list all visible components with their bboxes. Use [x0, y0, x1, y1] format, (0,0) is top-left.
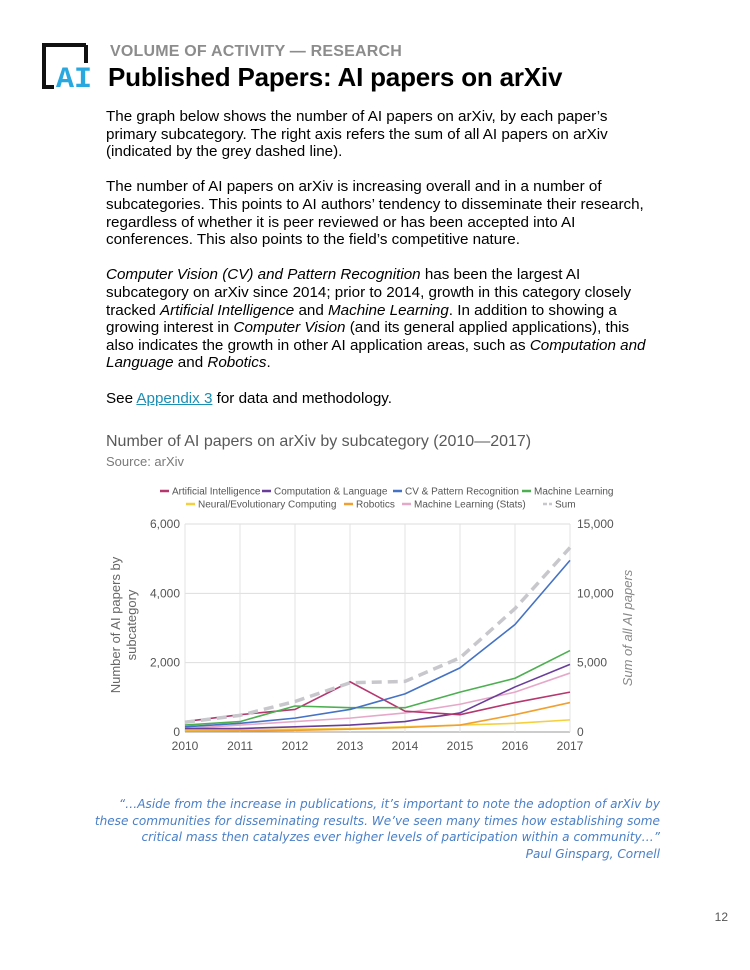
x-tick-label: 2011 — [227, 739, 253, 753]
x-tick-label: 2012 — [281, 739, 309, 753]
body-text — [106, 108, 654, 425]
p4-before: See — [106, 389, 137, 407]
y-axis-title-line: subcategory — [124, 589, 139, 661]
x-tick-label: 2014 — [391, 739, 419, 753]
y-tick-label: 0 — [173, 725, 180, 739]
p3-text-3: . In addition to showing a growing interest in — [106, 301, 617, 337]
x-tick-label: 2010 — [171, 739, 199, 753]
legend-label: Computation & Language — [274, 486, 388, 498]
line-chart — [0, 470, 750, 760]
y2-tick-label: 10,000 — [577, 586, 614, 601]
y-tick-label: 4,000 — [149, 586, 180, 601]
x-tick-label: 2015 — [446, 739, 474, 753]
y2-tick-label: 15,000 — [577, 517, 614, 531]
paragraph-3 — [106, 266, 654, 372]
emph-ml: Machine Learning — [328, 301, 449, 319]
legend-label: Sum — [555, 499, 576, 511]
pull-quote — [90, 796, 660, 862]
chart-source: Source: arXiv — [106, 454, 185, 469]
x-tick-label: 2016 — [501, 739, 529, 753]
p3-text-5: and — [173, 354, 208, 372]
x-tick-label: 2017 — [556, 739, 584, 753]
paragraph-2: The number of AI papers on arXiv is increasing overall and in a number of subcategories. This points to AI authors’ tendency to disseminate their research, regardless of whether it is peer reviewed or has been accepted into AI conferences. This also points to the field’s competitive nature. — [106, 178, 644, 249]
section-label: VOLUME OF ACTIVITY — RESEARCH — [110, 43, 403, 60]
emph-ai: Artificial Intelligence — [160, 301, 295, 319]
legend-label: Machine Learning — [534, 486, 614, 498]
p3-text-2: and — [294, 301, 329, 319]
chart-title: Number of AI papers on arXiv by subcategory (2010—2017) — [106, 433, 532, 450]
quote-author: Paul Ginsparg, Cornell — [525, 846, 660, 861]
emph-robotics: Robotics — [207, 354, 267, 372]
p3-text-1: has been the largest AI subcategory on arXiv since 2014; prior to 2014, growth in this category closely tracked — [106, 266, 632, 319]
y2-axis-title: Sum of all AI papers — [620, 569, 635, 687]
y-axis-title-line: Number of AI papers by — [108, 556, 123, 694]
y2-tick-label: 0 — [577, 725, 584, 739]
legend-label: Robotics — [356, 499, 395, 511]
emph-cv: Computer Vision (CV) and Pattern Recognition — [106, 266, 421, 284]
legend-label: Artificial Intelligence — [172, 486, 261, 498]
emph-cl: Computation and Language — [106, 336, 646, 372]
quote-text: “…Aside from the increase in publications, it’s important to note the adoption of arXiv by these communities for disseminating results. We’ve seen many times how establishing some critical mass then catalyzes ever higher levels of participation within a community…” — [94, 797, 660, 844]
emph-cv2: Computer Vision — [233, 319, 346, 337]
y2-tick-label: 5,000 — [577, 655, 608, 670]
ai-index-logo — [42, 43, 98, 91]
x-tick-label: 2013 — [336, 739, 364, 753]
p3-text-6: . — [266, 354, 271, 372]
paragraph-4 — [106, 390, 654, 408]
p3-text-4: (and its general applied applications), this also indicates the growth in other AI application areas, such as — [106, 319, 630, 354]
page-number: 12 — [714, 910, 728, 924]
p4-after: for data and methodology. — [212, 389, 392, 407]
legend-label: CV & Pattern Recognition — [405, 486, 519, 498]
legend-label: Machine Learning (Stats) — [414, 499, 526, 511]
series-line-cv-pattern-recognition — [185, 560, 570, 726]
y-axis-title — [108, 556, 139, 693]
logo-text: AI — [56, 63, 93, 91]
appendix-link[interactable]: Appendix 3 — [136, 389, 213, 407]
legend-label: Neural/Evolutionary Computing — [198, 499, 337, 511]
page-title: Published Papers: AI papers on arXiv — [108, 62, 563, 92]
y-tick-label: 2,000 — [149, 655, 180, 670]
y-tick-label: 6,000 — [149, 517, 180, 531]
paragraph-1: The graph below shows the number of AI papers on arXiv, by each paper’s primary subcategory. The right axis refers the sum of all AI papers on arXiv (indicated by the grey dashed line). — [106, 108, 608, 161]
